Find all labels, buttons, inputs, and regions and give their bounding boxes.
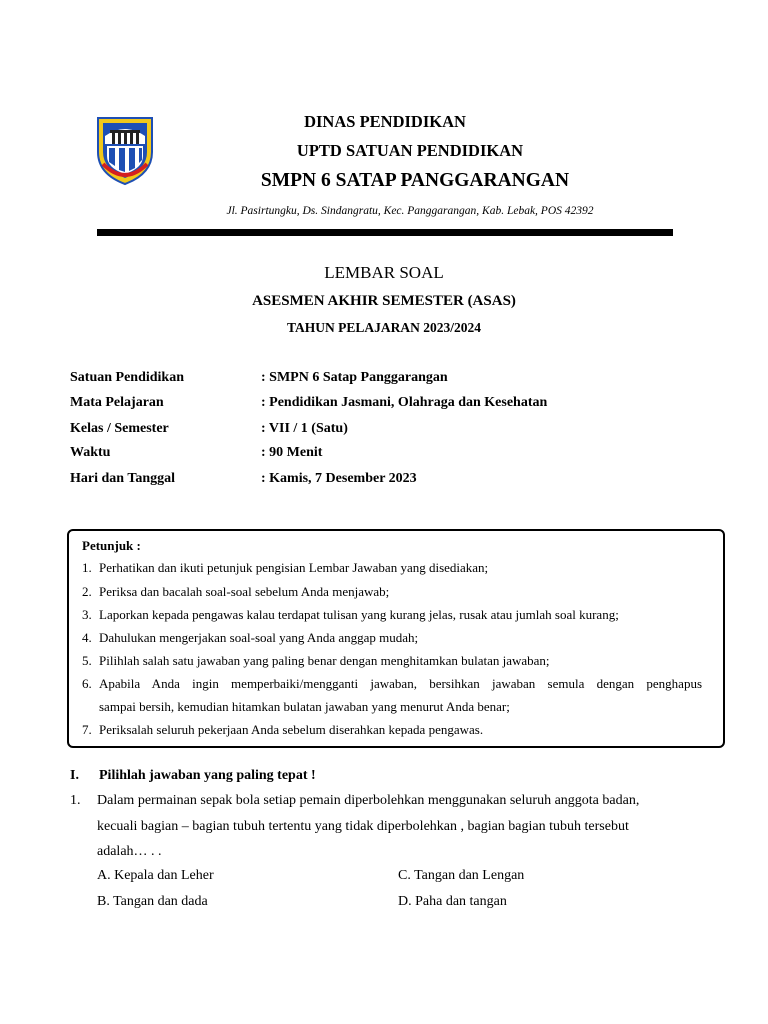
instruction-text: Apabila Anda ingin memperbaiki/mengganti jawaban, bersihkan jawaban semula dengan penghapus bbox=[99, 676, 702, 691]
info-value: : VII / 1 (Satu) bbox=[261, 421, 348, 436]
instruction-number: 6. bbox=[82, 676, 92, 691]
header-divider bbox=[97, 229, 673, 236]
header-address: Jl. Pasirtungku, Ds. Sindangratu, Kec. Panggarangan, Kab. Lebak, POS 42392 bbox=[226, 205, 594, 217]
info-label: Mata Pelajaran bbox=[70, 395, 164, 410]
info-value: : SMPN 6 Satap Panggarangan bbox=[261, 370, 448, 385]
info-value: : Pendidikan Jasmani, Olahraga dan Kesehatan bbox=[261, 395, 548, 410]
section-number: I. bbox=[70, 768, 79, 783]
section-title: Pilihlah jawaban yang paling tepat ! bbox=[99, 768, 316, 783]
option-c: C. Tangan dan Lengan bbox=[398, 868, 525, 883]
instruction-text: Dahulukan mengerjakan soal-soal yang Anda anggap mudah; bbox=[99, 630, 419, 645]
instruction-item bbox=[82, 676, 702, 692]
option-a: A. Kepala dan Leher bbox=[97, 868, 214, 883]
exam-title: ASESMEN AKHIR SEMESTER (ASAS) bbox=[252, 293, 516, 309]
section-heading bbox=[70, 768, 316, 784]
info-label: Kelas / Semester bbox=[70, 421, 169, 436]
doc-title: LEMBAR SOAL bbox=[324, 263, 444, 282]
header-agency: DINAS PENDIDIKAN bbox=[304, 112, 466, 131]
header-unit: UPTD SATUAN PENDIDIKAN bbox=[296, 141, 524, 160]
instruction-item bbox=[82, 722, 702, 738]
header-school-name: SMPN 6 SATAP PANGGARANGAN bbox=[260, 170, 570, 191]
info-value: : Kamis, 7 Desember 2023 bbox=[261, 471, 417, 486]
instruction-text: Pilihlah salah satu jawaban yang paling benar dengan menghitamkan bulatan jawaban; bbox=[99, 653, 550, 668]
instruction-number: 2. bbox=[82, 584, 92, 599]
instruction-item bbox=[82, 653, 702, 669]
question-text: kecuali bagian – bagian tubuh tertentu yang tidak diperbolehkan , bagian bagian tubuh tersebut bbox=[97, 819, 629, 834]
instruction-item bbox=[82, 584, 702, 600]
instruction-number: 4. bbox=[82, 630, 92, 645]
instruction-item bbox=[82, 630, 702, 646]
instruction-text-continued: sampai bersih, kemudian hitamkan bulatan jawaban yang menurut Anda benar; bbox=[99, 699, 510, 714]
instruction-number: 1. bbox=[82, 560, 92, 575]
info-label: Waktu bbox=[70, 445, 111, 460]
question-text: Dalam permainan sepak bola setiap pemain diperbolehkan menggunakan seluruh anggota badan, bbox=[97, 793, 640, 808]
question-number: 1. bbox=[70, 793, 81, 808]
school-crest-icon bbox=[95, 114, 155, 186]
instruction-item bbox=[82, 607, 702, 623]
info-label: Satuan Pendidikan bbox=[70, 370, 184, 385]
instructions-title: Petunjuk : bbox=[82, 538, 141, 553]
question-text: adalah… . . bbox=[97, 844, 162, 859]
info-value: : 90 Menit bbox=[261, 445, 323, 460]
instruction-text: Laporkan kepada pengawas kalau terdapat tulisan yang kurang jelas, rusak atau jumlah soal kurang; bbox=[99, 607, 619, 622]
instruction-number: 5. bbox=[82, 653, 92, 668]
instruction-text: Periksa dan bacalah soal-soal sebelum Anda menjawab; bbox=[99, 584, 390, 599]
instruction-item bbox=[82, 560, 702, 576]
option-d: D. Paha dan tangan bbox=[398, 894, 507, 909]
instruction-number: 7. bbox=[82, 722, 92, 737]
option-b: B. Tangan dan dada bbox=[97, 894, 208, 909]
instruction-text: Periksalah seluruh pekerjaan Anda sebelum diserahkan kepada pengawas. bbox=[99, 722, 484, 737]
instruction-number: 3. bbox=[82, 607, 92, 622]
academic-year: TAHUN PELAJARAN 2023/2024 bbox=[286, 320, 481, 335]
instruction-text: Perhatikan dan ikuti petunjuk pengisian Lembar Jawaban yang disediakan; bbox=[99, 560, 489, 575]
info-label: Hari dan Tanggal bbox=[70, 471, 176, 486]
